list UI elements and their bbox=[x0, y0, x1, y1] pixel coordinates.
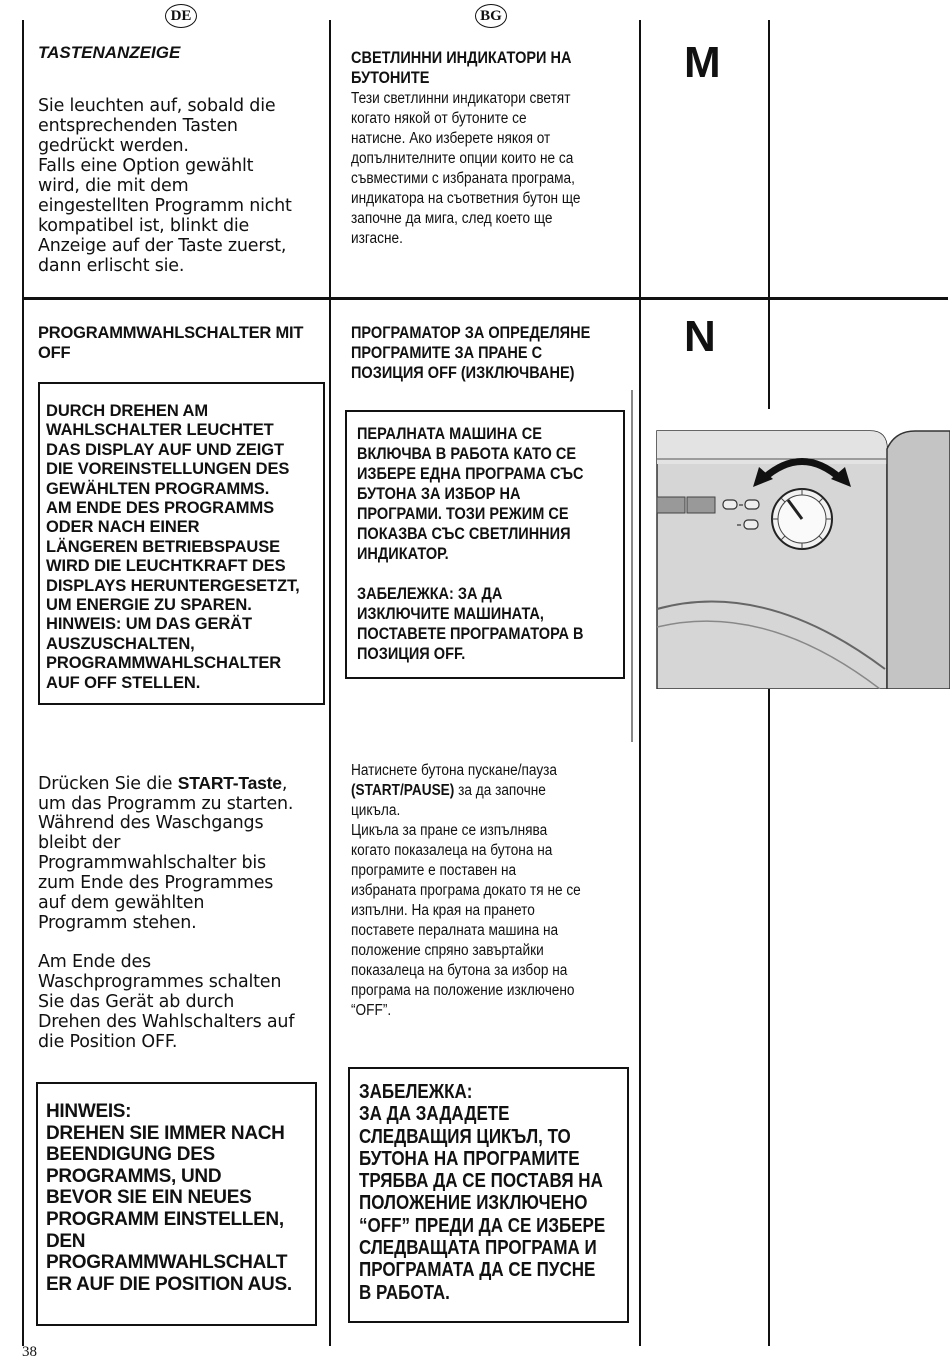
lang-badge-bg: BG bbox=[475, 4, 507, 28]
de-para-end-of-program: Am Ende des Waschprogrammes schalten Sie das Gerät ab durch Drehen des Wahlschalters auf die Position OFF. bbox=[38, 952, 295, 1052]
bg-press-start-text-1: Натиснете бутона пускане/пауза bbox=[351, 762, 558, 779]
de-info-box-text: DURCH DREHEN AM WAHLSCHALTER LEUCHTET DAS DISPLAY AUF UND ZEIGT DIE VOREINSTELLUNGEN DES GEWÄHLTEN PROGRAMMS. AM ENDE DES PROGRAMMS ODER NACH EINER LÄNGEREN BETRIEBSPAUSE WIRD DIE LEUCHTKRAFT DES DISPLAYS HERUNTERGESETZT, UM ENERGIE ZU SPAREN. HINWEIS: UM DAS GERÄT AUSZUSCHALTEN, PROGRAMMWAHLSCHALTER AUF OFF STELLEN. bbox=[46, 402, 300, 692]
column-divider-left bbox=[22, 20, 24, 1346]
bg-start-pause-label: (START/PAUSE) bbox=[351, 782, 455, 799]
bg-info-box-text-1: ПЕРАЛНАТА МАШИНА СЕ ВКЛЮЧВА В РАБОТА КАТО СЕ ИЗБЕРЕ ЕДНА ПРОГРАМА СЪС БУТОНА ЗА ИЗБОР НА ПРОГРАМИ. ТОЗИ РЕЖИМ СЕ ПОКАЗВА СЪС СВЕТЛИННИЯ ИНДИКАТОР. bbox=[357, 425, 584, 563]
lang-badge-de: DE bbox=[165, 4, 197, 28]
program-selector-knob-icon bbox=[655, 409, 950, 689]
bg-para-wash-cycle: Цикъла за пране се изпълнява когато показалеца на бутона на програмите е поставен на избраната програма докато тя не се изпълни. На края на прането поставете пералната машина на положение спряно завъртайки показалеца на бутона за избор на програма на положение изключено “OFF”. bbox=[351, 822, 581, 1019]
bg-title-m: СВЕТЛИННИ ИНДИКАТОРИ НА БУТОНИТЕ bbox=[351, 49, 572, 87]
bg-press-start bbox=[351, 741, 633, 821]
de-title-m: TASTENANZEIGE bbox=[38, 43, 181, 62]
column-divider-bg-letter bbox=[639, 20, 641, 1346]
bg-title-n: ПРОГРАМАТОР ЗА ОПРЕДЕЛЯНЕ ПРОГРАМИТЕ ЗА ПРАНЕ С ПОЗИЦИЯ OFF (ИЗКЛЮЧВАНЕ) bbox=[351, 324, 591, 382]
washing-machine-illustration bbox=[655, 409, 950, 689]
page-number: 38 bbox=[22, 1344, 37, 1360]
section-letter-m: M bbox=[684, 38, 721, 87]
de-start-key-label: START-Taste bbox=[177, 773, 282, 793]
de-press-start-text-1: Drücken Sie die bbox=[38, 774, 178, 794]
bg-body-m: Тези светлинни индикатори светят когато някой от бутоните се натисне. Ако изберете някоя от допълнителните опции които не са съвместими с избраната програма, индикатора на съответния бутон ще започне да мига, след което ще изгасне. bbox=[351, 90, 581, 247]
section-divider bbox=[22, 297, 948, 300]
bg-note-text: ЗАБЕЛЕЖКА: ЗА ДА ЗАДАДЕТЕ СЛЕДВАЩИЯ ЦИКЪЛ, ТО БУТОНА НА ПРОГРАМИТЕ ТРЯБВА ДА СЕ ПОСТАВЯ НА ПОЛОЖЕНИЕ ИЗКЛЮЧЕНО “OFF” ПРЕДИ ДА СЕ ИЗБЕРЕ СЛЕДВАЩАТА ПРОГРАМА И ПРОГРАМАТА ДА СЕ ПУСНЕ В РАБОТА. bbox=[359, 1081, 606, 1304]
de-press-start bbox=[38, 753, 328, 814]
de-title-n: PROGRAMMWAHLSCHALTER MIT OFF bbox=[38, 324, 304, 362]
bg-box-shade bbox=[631, 390, 633, 742]
de-press-start-text-2: , um das Programm zu starten. bbox=[38, 774, 294, 814]
column-divider-de-bg bbox=[329, 20, 331, 1346]
section-letter-n: N bbox=[684, 312, 716, 361]
de-note-text: HINWEIS: DREHEN SIE IMMER NACH BEENDIGUNG DES PROGRAMMS, UND BEVOR SIE EIN NEUES PROGRAMM EINSTELLEN, DEN PROGRAMMWAHLSCHALT ER AUF DIE POSITION AUS. bbox=[46, 1101, 292, 1295]
bg-info-box-text-2: ЗАБЕЛЕЖКА: ЗА ДА ИЗКЛЮЧИТЕ МАШИНАТА, ПОСТАВЕТЕ ПРОГРАМАТОРА В ПОЗИЦИЯ OFF. bbox=[357, 585, 584, 663]
bg-press-start-text-2: за да започне цикъла. bbox=[351, 782, 546, 819]
de-body-m: Sie leuchten auf, sobald die entsprechenden Tasten gedrückt werden. Falls eine Option gewählt wird, die mit dem eingestellten Programm nicht kompatibel ist, blinkt die Anzeige auf der Taste zuerst, dann erlischt sie. bbox=[38, 96, 292, 276]
de-para-during-wash: Während des Waschgangs bleibt der Programmwahlschalter bis zum Ende des Programmes auf dem gewählten Programm stehen. bbox=[38, 813, 274, 933]
